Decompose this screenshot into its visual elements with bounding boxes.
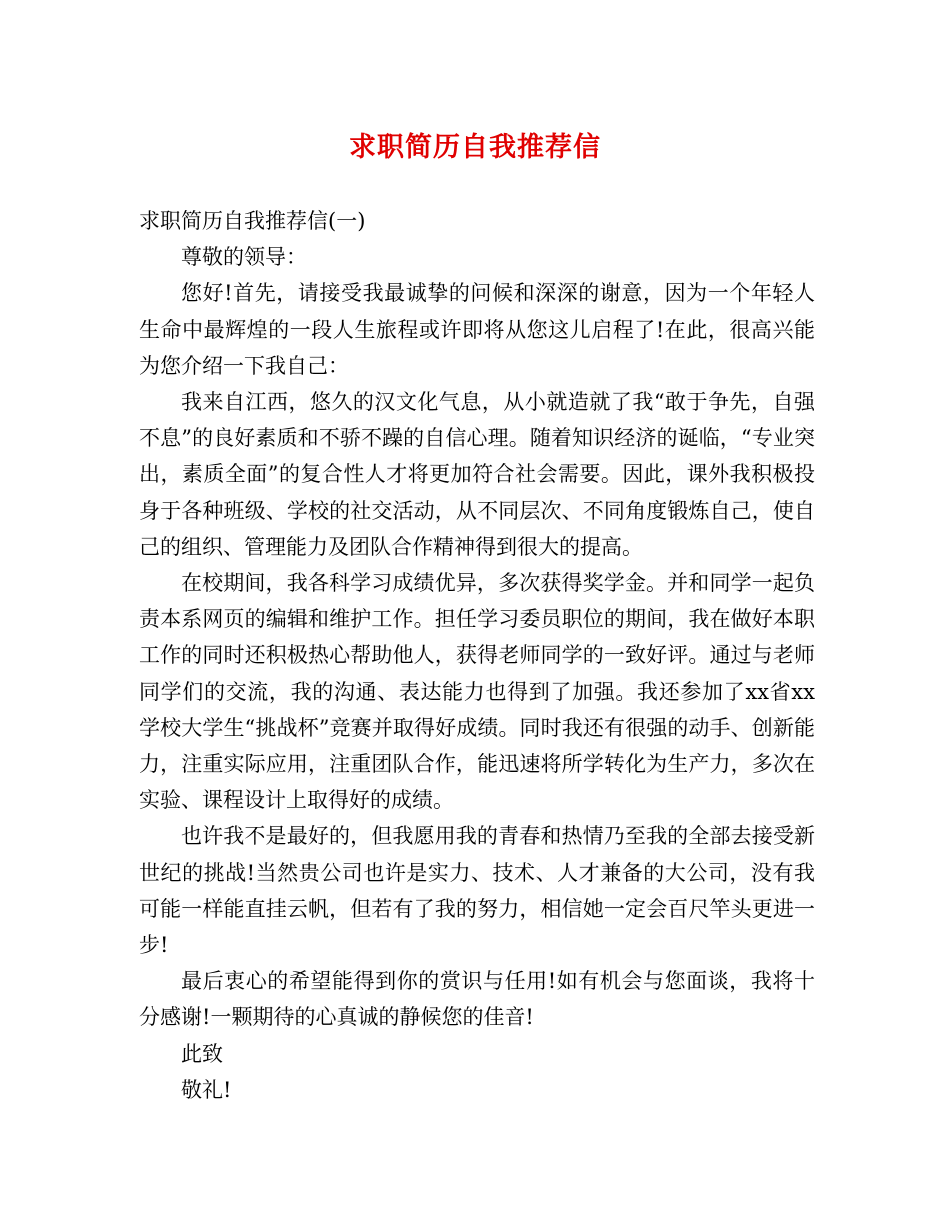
letter-subtitle: 求职简历自我推荐信(一) — [139, 209, 366, 233]
letter-closing: 此致 — [181, 1041, 223, 1066]
letter-regards: 敬礼! — [181, 1077, 232, 1102]
letter-paragraph: 在校期间，我各科学习成绩优异，多次获得奖学金。并和同学一起负责本系网页的编辑和维护工作。担任学习委员职位的期间，我在做好本职工作的同时还积极热心帮助他人，获得老师同学的一致好评。通过与老师同学们的交流，我的沟通、表达能力也得到了加强。我还参加了xx省xx学校大学生“挑战杯”竞赛并取得好成绩。同时我还有很强的动手、创新能力，注重实际应用，注重团队合作，能迅速将所学转化为生产力，多次在实验、课程设计上取得好的成绩。 — [139, 571, 815, 813]
document-body — [139, 203, 815, 1108]
letter-paragraph: 我来自江西，悠久的汉文化气息，从小就造就了我“敢于争先，自强不息”的良好素质和不骄不躁的自信心理。随着知识经济的诞临，“专业突出，素质全面”的复合性人才将更加符合社会需要。因此，课外我积极投身于各种班级、学校的社交活动，从不同层次、不同角度锻炼自己，使自己的组织、管理能力及团队合作精神得到很大的提高。 — [139, 390, 815, 559]
letter-salutation: 尊敬的领导： — [181, 245, 307, 270]
letter-paragraph: 最后衷心的希望能得到你的赏识与任用!如有机会与您面谈，我将十分感谢!一颗期待的心真诚的静候您的佳音! — [139, 969, 815, 1030]
letter-paragraph: 您好!首先，请接受我最诚挚的问候和深深的谢意，因为一个年轻人生命中最辉煌的一段人生旅程或许即将从您这儿启程了!在此，很高兴能为您介绍一下我自己： — [139, 281, 815, 378]
letter-paragraph: 也许我不是最好的，但我愿用我的青春和热情乃至我的全部去接受新世纪的挑战!当然贵公司也许是实力、技术、人才兼备的大公司，没有我可能一样能直挂云帆，但若有了我的努力，相信她一定会百尺竿头更进一步! — [139, 824, 815, 958]
document-title: 求职简历自我推荐信 — [349, 132, 601, 163]
